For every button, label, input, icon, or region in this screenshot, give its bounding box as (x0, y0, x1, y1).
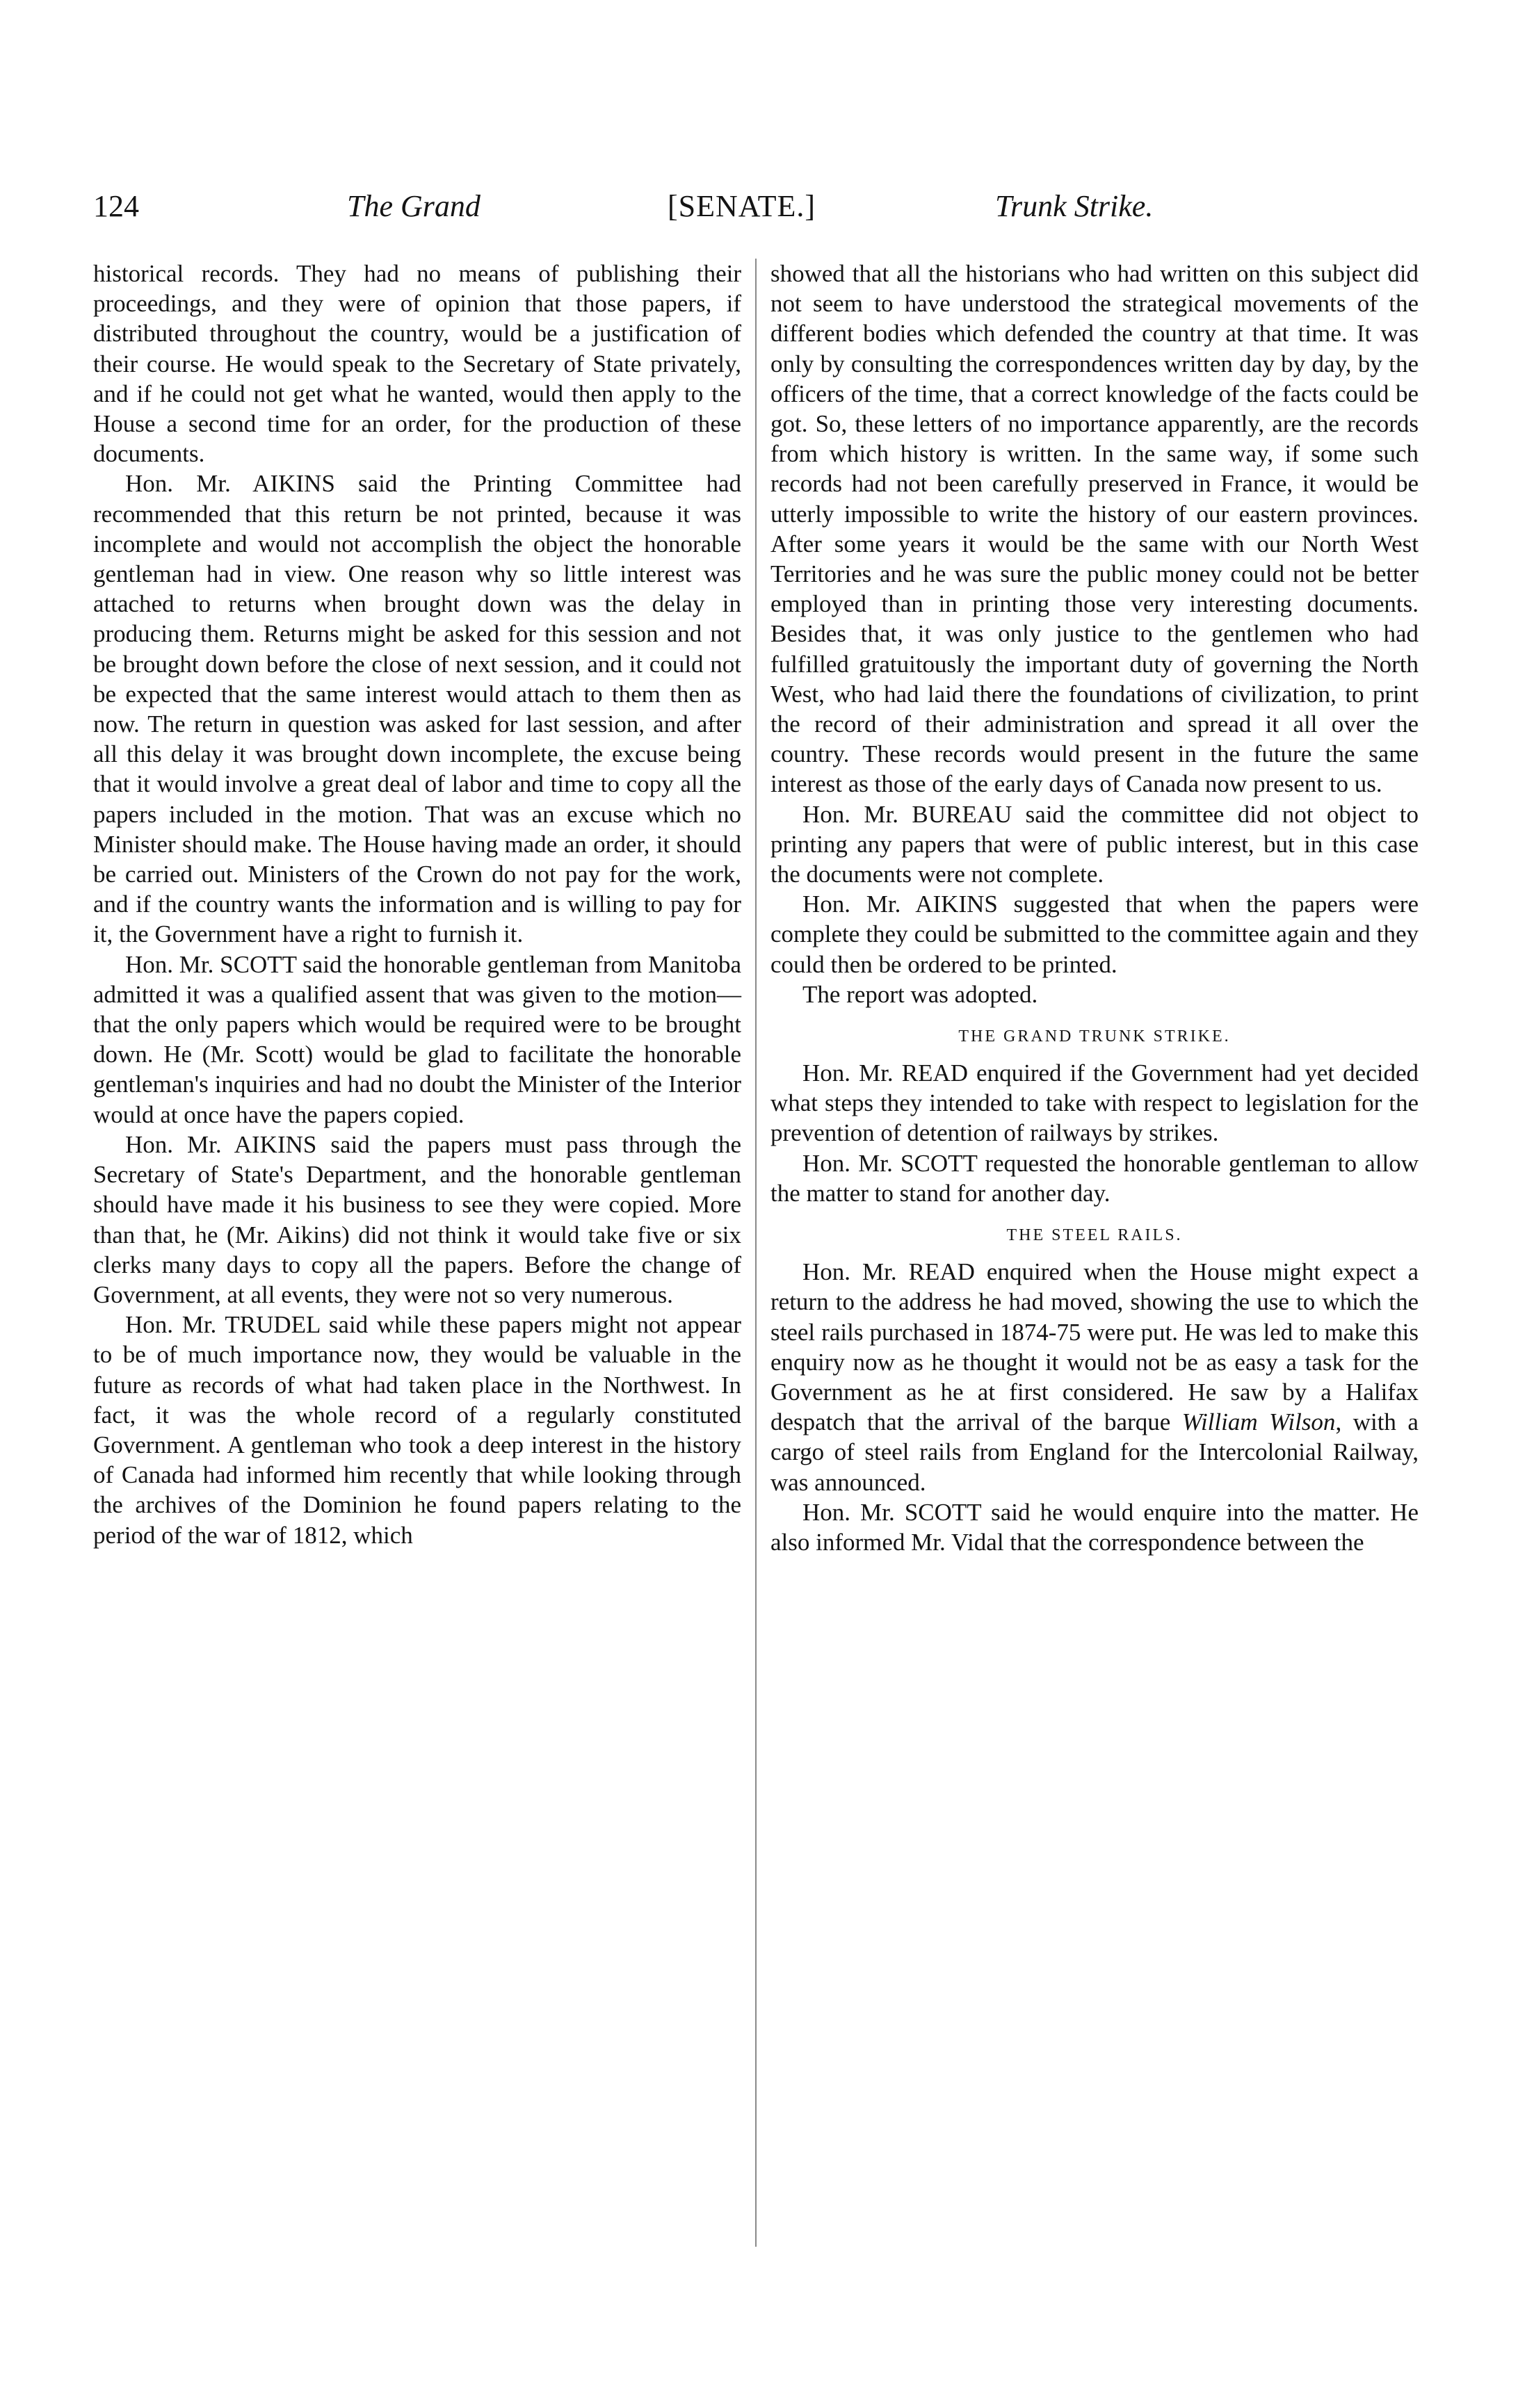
paragraph: The report was adopted. (802, 980, 1038, 1008)
paragraph: Hon. Mr. READ enquired if the Government had yet decided what steps they intended to take with respect to legislation for the prevention of detention of railways by strikes. (770, 1059, 1419, 1147)
paragraph: historical records. They had no means of publishing their proceedings, and they were of opinion that those papers, if distributed throughout the country, would be a justification of their course. He would speak to the Secretary of State privately, and if he could not get what he wanted, would then apply to the House a second time for an order, for the production of these documents. (93, 260, 741, 468)
paragraph-text: , with a cargo of steel rails from England for the Intercolonial Railway, was announced. (770, 1408, 1419, 1496)
ship-name: William Wilson (1181, 1408, 1336, 1436)
right-column (770, 259, 1419, 1557)
paragraph: Hon. Mr. AIKINS said the papers must pass through the Secretary of State's Department, and the honorable gentleman should have made it his business to see they were copied. More than that, he (Mr. Aikins) did not think it would take five or six clerks many days to copy all the papers. Before the change of Government, at all events, they were not so very numerous. (93, 1130, 741, 1308)
running-title-center: [SENATE.] (668, 189, 816, 223)
paragraph: Hon. Mr. TRUDEL said while these papers might not appear to be of much importance now, they would be valuable in the future as records of what had taken place in the Northwest. In fact, it was the whole record of a regularly constituted Government. A gentleman who took a deep interest in the history of Canada had informed him recently that while looking through the archives of the Dominion he found papers relating to the period of the war of 1812, which (93, 1311, 741, 1549)
paragraph: Hon. Mr. BUREAU said the committee did not object to printing any papers that were of public interest, but in this case the documents were not complete. (770, 800, 1419, 888)
paragraph: Hon. Mr. AIKINS said the Printing Committee had recommended that this return be not printed, because it was incomplete and would not accomplish the object the honorable gentleman had in view. One reason why so little interest was attached to returns when brought down was the delay in producing them. Returns might be asked for this session and not be brought down before the close of next session, and it could not be expected that the same interest would attach to them then as now. The return in question was asked for last session, and after all this delay it was brought down incomplete, the excuse being that it would involve a great deal of labor and time to copy all the papers included in the motion. That was an excuse which no Minister should make. The House having made an order, it should be carried out. Ministers of the Crown do not pay for the work, and if the country wants the information and is willing to pay for it, the Government have a right to furnish it. (93, 470, 741, 948)
paragraph: Hon. Mr. SCOTT said the honorable gentleman from Manitoba admitted it was a qualified assent that was given to the motion—that the only papers which would be required were to be brought down. He (Mr. Scott) would be glad to facilitate the honorable gentleman's inquiries and had no doubt the Minister of the Interior would at once have the papers copied. (93, 950, 741, 1128)
left-column (93, 259, 741, 1550)
paragraph: Hon. Mr. SCOTT requested the honorable gentleman to allow the matter to stand for another day. (770, 1149, 1419, 1207)
paragraph (770, 1257, 1419, 1497)
section-heading: THE GRAND TRUNK STRIKE. (958, 1027, 1231, 1046)
paragraph: Hon. Mr. SCOTT said he would enquire into the matter. He also informed Mr. Vidal that the correspondence between the (770, 1498, 1419, 1556)
page-number: 124 (93, 189, 139, 223)
section-heading: THE STEEL RAILS. (1006, 1226, 1183, 1245)
running-title-left: The Grand (347, 189, 481, 223)
paragraph: Hon. Mr. AIKINS suggested that when the papers were complete they could be submitted to the committee again and they could then be ordered to be printed. (770, 890, 1419, 978)
running-title-right: Trunk Strike. (995, 189, 1154, 223)
column-divider (755, 259, 757, 2247)
paragraph-text: Hon. Mr. READ enquired when the House might expect a return to the address he had moved, showing the use to which the steel rails purchased in 1874-75 were put. He was led to make this enquiry now as he thought it would not be as easy a task for the Government as he at first considered. He saw by a Halifax despatch that the arrival of the barque (770, 1258, 1419, 1436)
paragraph: showed that all the historians who had written on this subject did not seem to have understood the strategical movements of the different bodies which defended the country at that time. It was only by consulting the correspondences written day by day, by the officers of the time, that a correct knowledge of the facts could be got. So, these letters of no importance apparently, are the records from which history is written. In the same way, if some such records had not been carefully preserved in France, it would be utterly impossible to write the history of our eastern provinces. After some years it would be the same with our North West Territories and he was sure the public money could not be better employed than in printing those very interesting documents. Besides that, it was only justice to the gentlemen who had fulfilled gratuitously the important duty of governing the North West, who had laid there the foundations of civilization, to print the record of their administration and spread it all over the country. These records would present in the future the same interest as those of the early days of Canada now present to us. (770, 260, 1419, 798)
page-header (93, 182, 1437, 231)
